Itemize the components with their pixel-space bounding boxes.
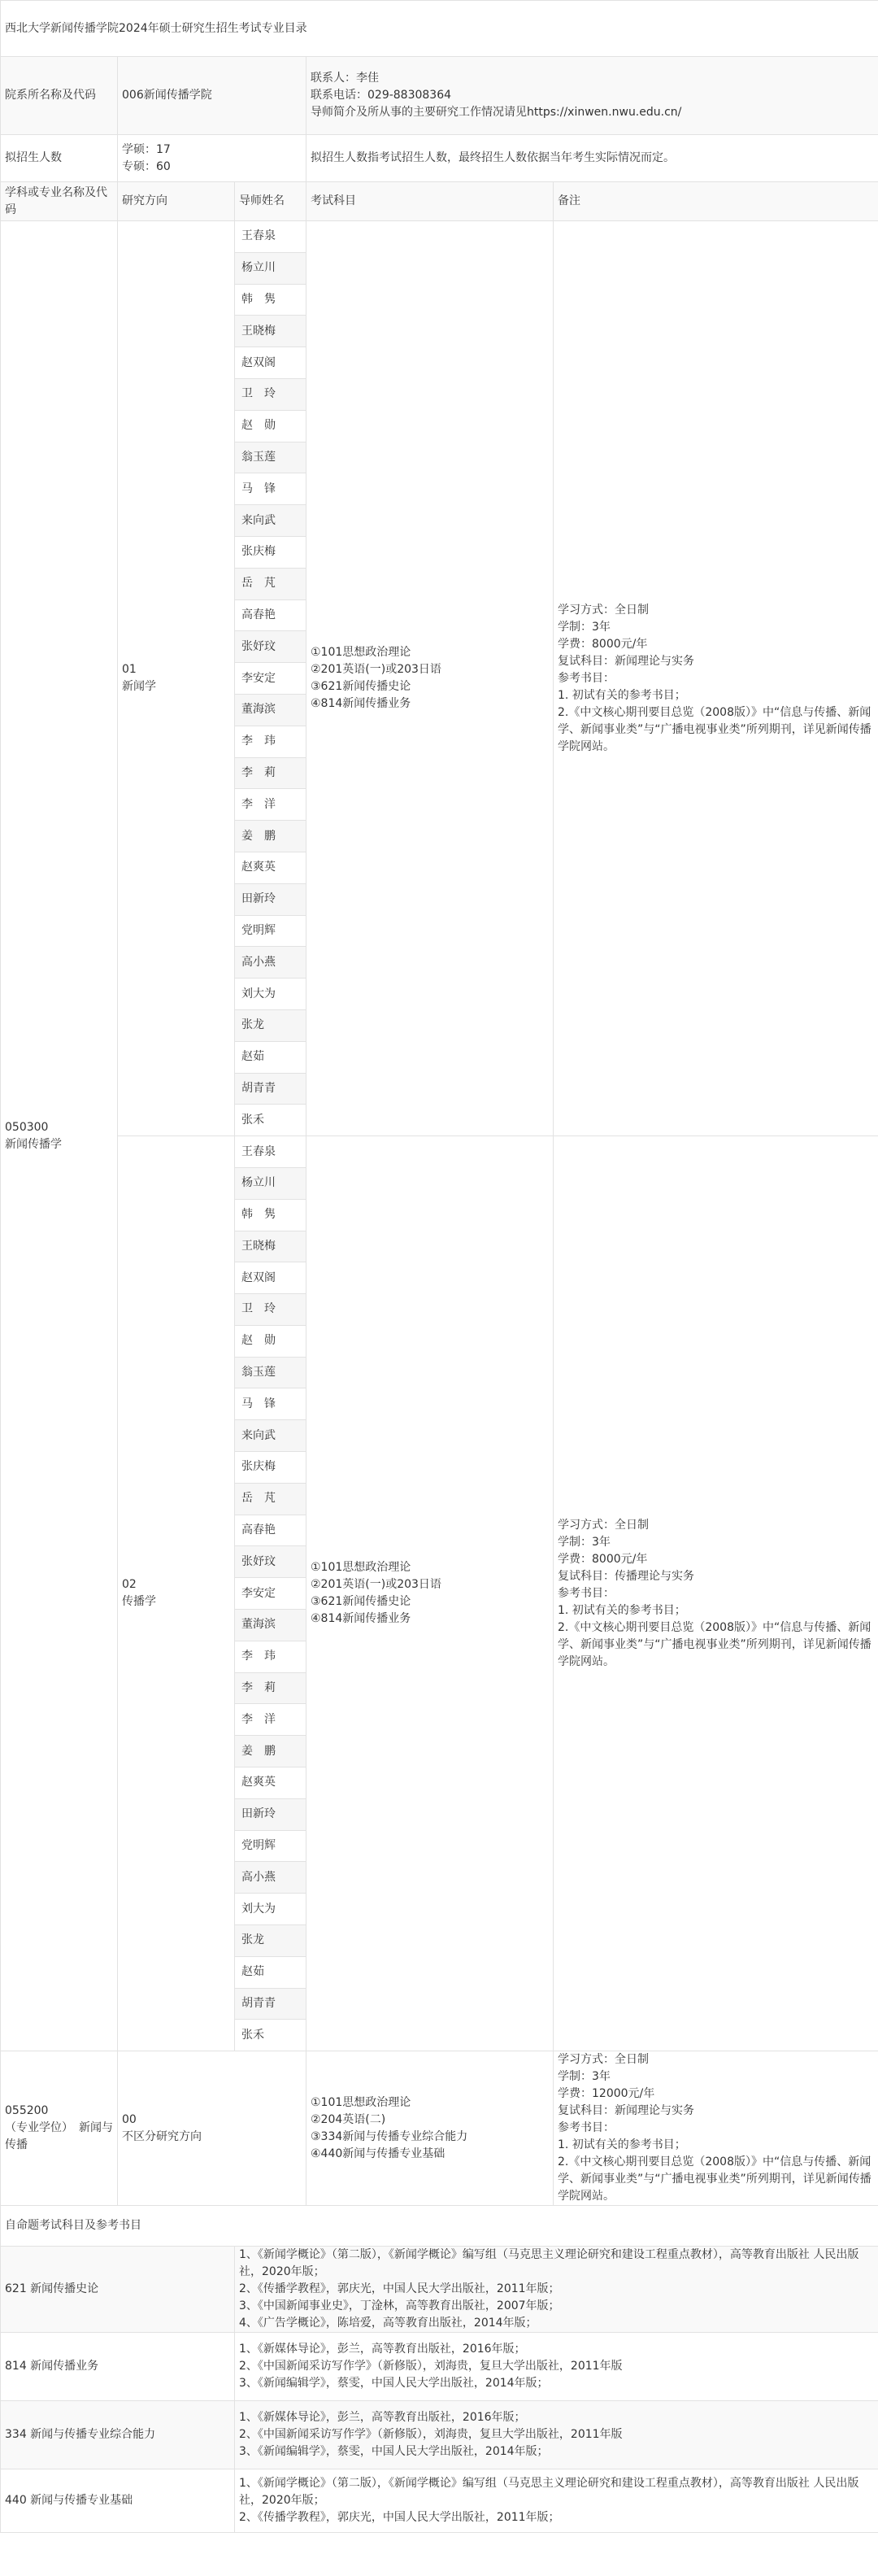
- tutor-name: 赵 勋: [235, 410, 306, 442]
- tutor-name: 李 莉: [235, 757, 306, 789]
- direction-name: 02 传播学: [118, 1136, 235, 2051]
- tutor-name: 赵茹: [235, 1956, 306, 1988]
- tutor-name: 高小燕: [235, 947, 306, 979]
- tutor-name: 来向武: [235, 505, 306, 537]
- tutor-name: 张禾: [235, 2020, 306, 2051]
- self-title-row: [1, 2206, 878, 2247]
- book-refs: 1、《新媒体导论》，彭兰，高等教育出版社，2016年版； 2、《中国新闻采访写作学》（新修版），刘海贵，复旦大学出版社，2011年版 3、《新闻编辑学》，蔡雯，中国人民大学出版社，2014年版；: [235, 2401, 878, 2469]
- exam-subjects: ①101思想政治理论 ②201英语(一)或203日语 ③621新闻传播史论 ④814新闻传播业务: [306, 221, 554, 1136]
- tutor-row: [1, 1136, 878, 1168]
- tutor-name: 王晓梅: [235, 316, 306, 347]
- book-refs: 1、《新媒体导论》，彭兰，高等教育出版社，2016年版； 2、《中国新闻采访写作学》（新修版），刘海贵，复旦大学出版社，2011年版 3、《新闻编辑学》，蔡雯，中国人民大学出版社，2014年版；: [235, 2333, 878, 2401]
- tutor-name: 王春泉: [235, 221, 306, 253]
- tutor-name: 张妤玟: [235, 1546, 306, 1578]
- book-subject: 334 新闻与传播专业综合能力: [1, 2401, 235, 2469]
- tutor-name: 马 锋: [235, 1388, 306, 1420]
- tutor-name: 赵 勋: [235, 1325, 306, 1357]
- enroll-value: 学硕：17 专硕：60: [118, 135, 306, 182]
- book-row: [1, 2469, 878, 2533]
- major-name: 050300 新闻传播学: [1, 221, 118, 2051]
- header-subject: 学科或专业名称及代码: [1, 182, 118, 221]
- tutor-name: 董海滨: [235, 694, 306, 726]
- tutor-name: 韩 隽: [235, 1199, 306, 1231]
- tutor-name: 赵茹: [235, 1041, 306, 1073]
- tutor-name: 姜 鹏: [235, 821, 306, 852]
- book-row: [1, 2401, 878, 2469]
- tutor-name: 田新玲: [235, 1798, 306, 1830]
- tutor-name: 刘大为: [235, 1894, 306, 1925]
- direction-name: 00 不区分研究方向: [118, 2051, 306, 2206]
- page-title: 西北大学新闻传播学院2024年硕士研究生招生考试专业目录: [1, 1, 878, 57]
- dept-contact: 联系人：李佳 联系电话：029-88308364 导师简介及所从事的主要研究工作情况请见https://xinwen.nwu.edu.cn/: [306, 57, 878, 135]
- tutor-name: 胡青青: [235, 1988, 306, 2020]
- header-remark: 备注: [554, 182, 878, 221]
- tutor-name: 卫 玲: [235, 1294, 306, 1326]
- tutor-name: 李安定: [235, 1578, 306, 1610]
- enroll-label: 拟招生人数: [1, 135, 118, 182]
- dept-label: 院系所名称及代码: [1, 57, 118, 135]
- tutor-name: 李 玮: [235, 1641, 306, 1672]
- header-direction: 研究方向: [118, 182, 235, 221]
- tutor-name: 张庆梅: [235, 536, 306, 568]
- tutor-row: [1, 221, 878, 253]
- tutor-name: 赵爽英: [235, 1767, 306, 1799]
- remark: 学习方式：全日制 学制：3年 学费：8000元/年 复试科目：传播理论与实务 参考书目： 1. 初试有关的参考书目； 2.《中文核心期刊要目总览（2008版）》中“信息与传播、新闻学、新闻事业类”与“广播电视事业类”所列期刊，详见新闻传播学院网站。: [554, 1136, 878, 2051]
- tutor-name: 党明辉: [235, 915, 306, 947]
- dept-value: 006新闻传播学院: [118, 57, 306, 135]
- tutor-name: 赵爽英: [235, 852, 306, 883]
- book-row: [1, 2247, 878, 2333]
- tutor-name: 翁玉莲: [235, 442, 306, 473]
- direction-name: 01 新闻学: [118, 221, 235, 1136]
- header-exam: 考试科目: [306, 182, 554, 221]
- tutor-name: 刘大为: [235, 979, 306, 1010]
- tutor-name: 高小燕: [235, 1862, 306, 1894]
- tutor-name: 王春泉: [235, 1136, 306, 1168]
- book-subject: 440 新闻与传播专业基础: [1, 2469, 235, 2533]
- remark: 学习方式：全日制 学制：3年 学费：12000元/年 复试科目：新闻理论与实务 参考书目： 1. 初试有关的参考书目； 2.《中文核心期刊要目总览（2008版）》中“信息与传播、新闻学、新闻事业类”与“广播电视事业类”所列期刊，详见新闻传播学院网站。: [554, 2051, 878, 2206]
- tutor-name: 张禾: [235, 1105, 306, 1136]
- tutor-name: 赵双阁: [235, 347, 306, 379]
- header-tutor: 导师姓名: [235, 182, 306, 221]
- tutor-name: 杨立川: [235, 252, 306, 284]
- tutor-name: 张庆梅: [235, 1452, 306, 1484]
- tutor-name: 张龙: [235, 1925, 306, 1957]
- tutor-name: 岳 芃: [235, 568, 306, 599]
- tutor-name: 赵双阁: [235, 1262, 306, 1294]
- tutor-name: 李 玮: [235, 726, 306, 757]
- major-name: 055200 （专业学位） 新闻与传播: [1, 2051, 118, 2206]
- tutor-name: 李 洋: [235, 1704, 306, 1736]
- tutor-name: 张龙: [235, 1009, 306, 1041]
- book-row: [1, 2333, 878, 2401]
- book-subject: 621 新闻传播史论: [1, 2247, 235, 2333]
- tutor-name: 李 洋: [235, 789, 306, 821]
- tutor-name: 马 锋: [235, 473, 306, 505]
- tutor-name: 岳 芃: [235, 1483, 306, 1515]
- tutor-name: 韩 隽: [235, 284, 306, 316]
- major2-row: [1, 2051, 878, 2206]
- tutor-name: 李 莉: [235, 1672, 306, 1704]
- book-subject: 814 新闻传播业务: [1, 2333, 235, 2401]
- header-row: [1, 182, 878, 221]
- tutor-name: 高春艳: [235, 1515, 306, 1546]
- remark: 学习方式：全日制 学制：3年 学费：8000元/年 复试科目：新闻理论与实务 参考书目： 1. 初试有关的参考书目； 2.《中文核心期刊要目总览（2008版）》中“信息与传播、新闻学、新闻事业类”与“广播电视事业类”所列期刊，详见新闻传播学院网站。: [554, 221, 878, 1136]
- exam-subjects: ①101思想政治理论 ②204英语(二) ③334新闻与传播专业综合能力 ④440新闻与传播专业基础: [306, 2051, 554, 2206]
- tutor-name: 高春艳: [235, 599, 306, 631]
- exam-subjects: ①101思想政治理论 ②201英语(一)或203日语 ③621新闻传播史论 ④814新闻传播业务: [306, 1136, 554, 2051]
- tutor-name: 董海滨: [235, 1610, 306, 1641]
- tutor-name: 杨立川: [235, 1167, 306, 1199]
- tutor-name: 李安定: [235, 663, 306, 695]
- enroll-note: 拟招生人数指考试招生人数，最终招生人数依据当年考生实际情况而定。: [306, 135, 878, 182]
- tutor-name: 翁玉莲: [235, 1357, 306, 1388]
- tutor-name: 张妤玟: [235, 631, 306, 663]
- book-refs: 1、《新闻学概论》（第二版），《新闻学概论》编写组（马克思主义理论研究和建设工程重点教材），高等教育出版社 人民出版社，2020年版； 2、《传播学教程》，郭庆光，中国人民大学出版社，2011年版； 3、《中国新闻事业史》，丁淦林，高等教育出版社，2007年版； 4、《广告学概论》，陈培爱，高等教育出版社，2014年版；: [235, 2247, 878, 2333]
- self-title: 自命题考试科目及参考书目: [1, 2206, 878, 2247]
- tutor-name: 来向武: [235, 1420, 306, 1452]
- tutor-name: 党明辉: [235, 1830, 306, 1862]
- tutor-name: 胡青青: [235, 1073, 306, 1105]
- tutor-name: 卫 玲: [235, 378, 306, 410]
- tutor-name: 姜 鹏: [235, 1736, 306, 1767]
- book-refs: 1、《新闻学概论》（第二版），《新闻学概论》编写组（马克思主义理论研究和建设工程重点教材），高等教育出版社 人民出版社，2020年版； 2、《传播学教程》，郭庆光，中国人民大学出版社，2011年版；: [235, 2469, 878, 2533]
- tutor-name: 田新玲: [235, 883, 306, 915]
- tutor-name: 王晓梅: [235, 1231, 306, 1262]
